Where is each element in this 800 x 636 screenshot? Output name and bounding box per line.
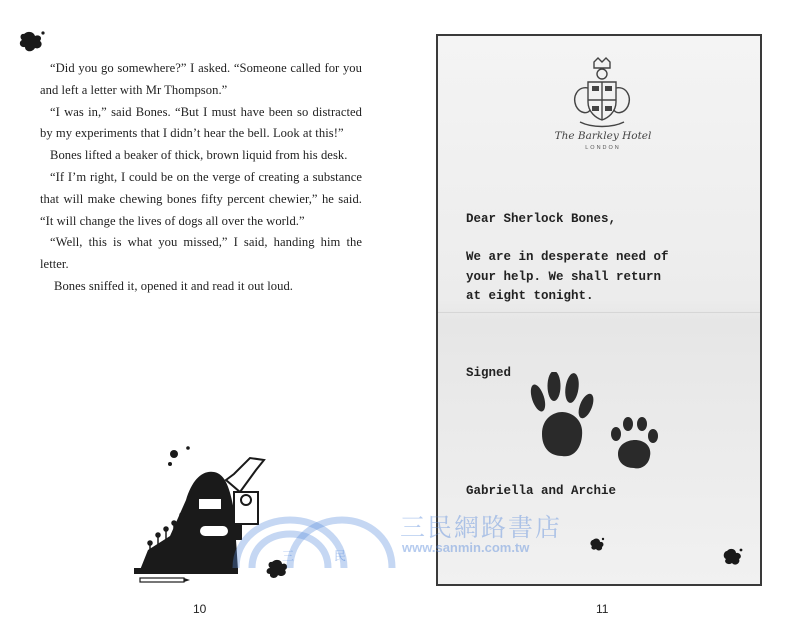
paragraph: “If I’m right, I could be on the verge of creating a substance that will make chewing bones fifty percent chewier,” he said. “It will change the lives of dogs all over the world.” xyxy=(40,169,362,228)
letter-greeting: Dear Sherlock Bones, xyxy=(466,212,617,226)
paragraph: Bones sniffed it, opened it and read it out loud. xyxy=(54,278,294,293)
watermark-url: www.sanmin.com.tw xyxy=(402,540,530,555)
signed-label: Signed xyxy=(466,366,512,380)
paragraph: Bones lifted a beaker of thick, brown liquid from his desk. xyxy=(50,148,348,163)
paw-print-icon xyxy=(528,372,594,462)
watermark-logo-char: 三 xyxy=(282,549,295,563)
story-text xyxy=(40,58,362,298)
hotel-name: The Barkley Hotel xyxy=(554,130,652,142)
watermark xyxy=(230,508,580,568)
paragraph: “Well, this is what you missed,” I said, handing him the letter. xyxy=(40,235,362,272)
watermark-text: 三民網路書店 xyxy=(400,513,563,542)
paragraph: “I was in,” said Bones. “But I must have been so distracted by my experiments that I didn’t hear the bell. Look at this!” xyxy=(40,104,362,141)
ink-blot-icon xyxy=(16,28,46,54)
paragraph: “Did you go somewhere?” I asked. “Someone called for you and left a letter with Mr Thompson.” xyxy=(40,61,362,97)
watermark-logo-char: 民 xyxy=(334,549,347,563)
page-number: 11 xyxy=(596,602,609,616)
watermark-logo xyxy=(230,512,398,568)
hotel-city: LONDON xyxy=(585,145,621,151)
fold-line xyxy=(438,312,760,313)
signatories: Gabriella and Archie xyxy=(466,484,617,498)
letter xyxy=(436,34,762,586)
paw-print-icon xyxy=(608,416,660,472)
ink-blot-icon xyxy=(720,546,744,568)
ink-blot-icon xyxy=(588,536,606,552)
page-number: 10 xyxy=(193,602,207,616)
letter-body: We are in desperate need of your help. We shall return at eight tonight. xyxy=(466,250,669,303)
